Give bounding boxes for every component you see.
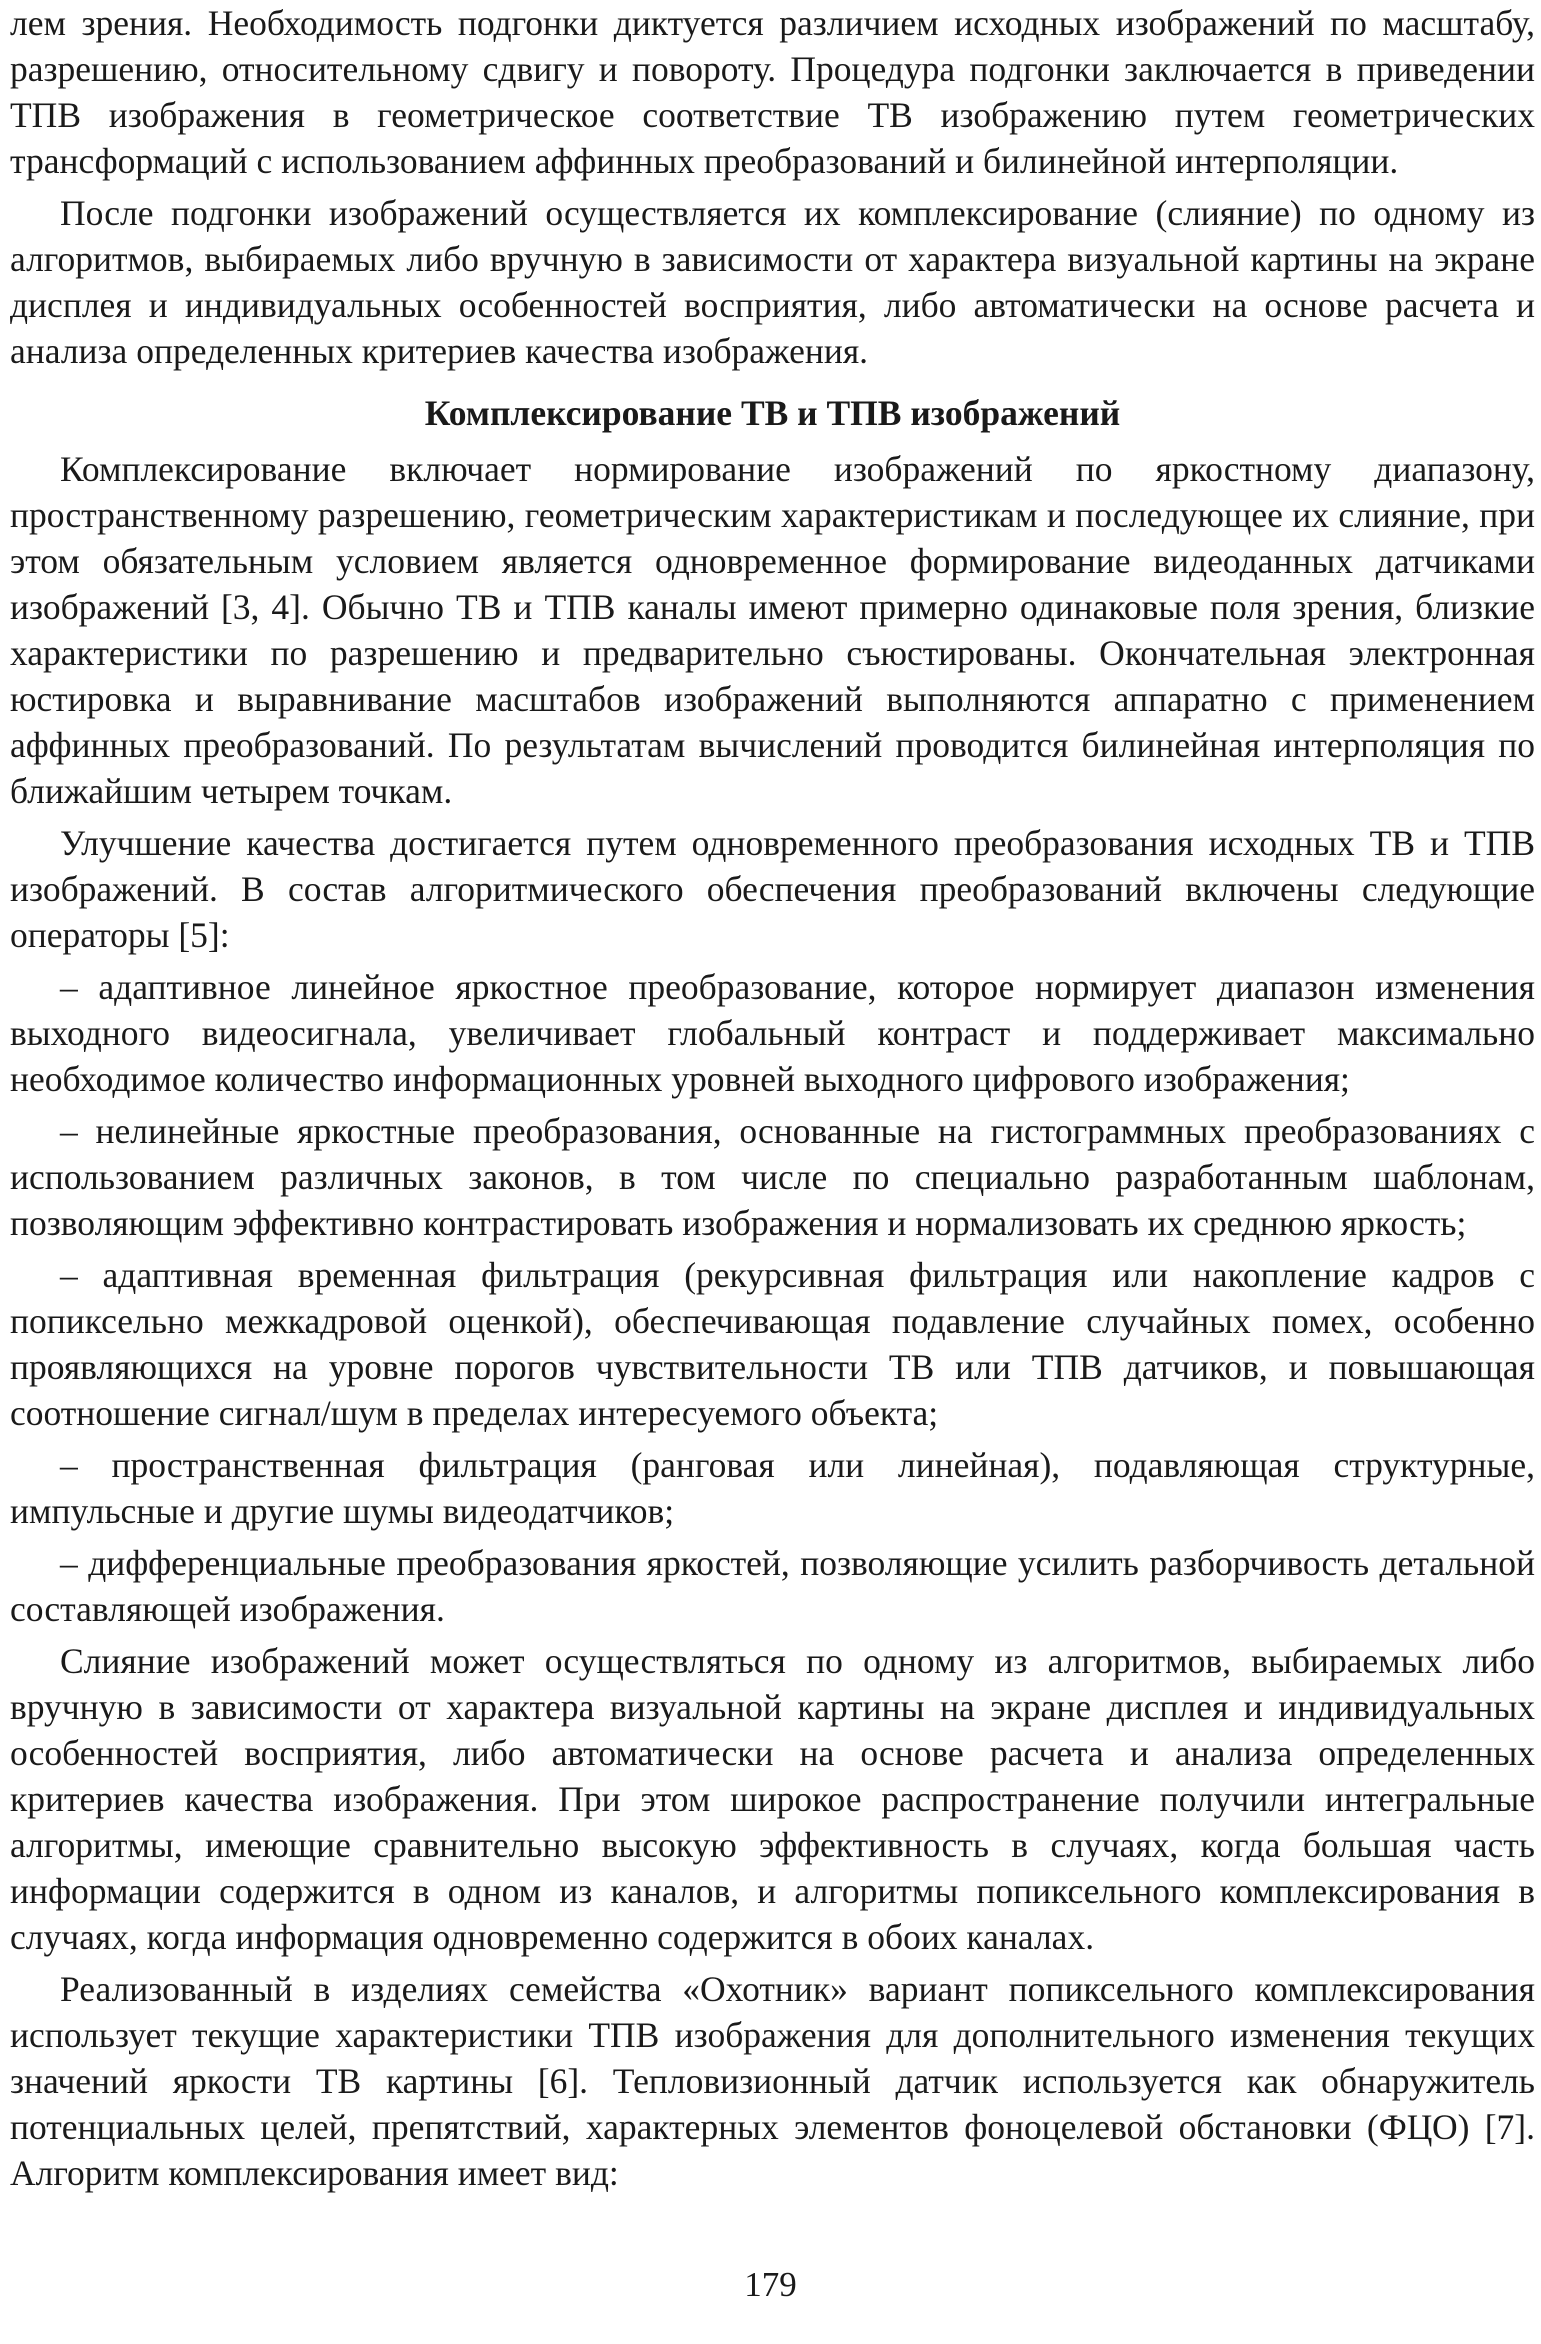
paragraph: лем зрения. Необходимость подгонки диктуется различием исходных изображений по масштабу, разрешению, относительному сдвигу и повороту. Процедура подгонки заключается в приведении ТПВ изображения в геометрическое соответствие ТВ изображению путем геометрических трансформаций с использованием аффинных преобразований и билинейной интерполяции. [10,3,1535,181]
list-item: – адаптивное линейное яркостное преобразование, которое нормирует диапазон изменения выходного видеосигнала, увеличивает глобальный контраст и поддерживает максимально необходимое количество информационных уровней выходного цифрового изображения; [10,967,1535,1099]
paragraph: Реализованный в изделиях семейства «Охотник» вариант попиксельного комплексирования использует текущие характеристики ТПВ изображения для дополнительного изменения текущих значений яркости ТВ картины [6]. Тепловизионный датчик используется как обнаружитель потенциальных целей, препятствий, характерных элементов фоноцелевой обстановки (ФЦО) [7]. Алгоритм комплексирования имеет вид: [10,1969,1535,2193]
paragraph: Улучшение качества достигается путем одновременного преобразования исходных ТВ и ТПВ изображений. В состав алгоритмического обеспечения преобразований включены следующие операторы [5]: [10,823,1535,955]
page-number: 179 [744,2265,797,2304]
list-item: – адаптивная временная фильтрация (рекурсивная фильтрация или накопление кадров с попиксельно межкадровой оценкой), обеспечивающая подавление случайных помех, особенно проявляющихся на уровне порогов чувствительности ТВ или ТПВ датчиков, и повышающая соотношение сигнал/шум в пределах интересуемого объекта; [10,1255,1535,1433]
paragraph: Слияние изображений может осуществляться по одному из алгоритмов, выбираемых либо вручную в зависимости от характера визуальной картины на экране дисплея и индивидуальных особенностей восприятия, либо автоматически на основе расчета и анализа определенных критериев качества изображения. При этом широкое распространение получили интегральные алгоритмы, имеющие сравнительно высокую эффективность в случаях, когда большая часть информации содержится в одном из каналов, и алгоритмы попиксельного комплексирования в случаях, когда информация одновременно содержится в обоих каналах. [10,1641,1535,1957]
list-item: – нелинейные яркостные преобразования, основанные на гистограммных преобразованиях с использованием различных законов, в том числе по специально разработанным шаблонам, позволяющим эффективно контрастировать изображения и нормализовать их среднюю яркость; [10,1111,1535,1243]
list-item: – дифференциальные преобразования яркостей, позволяющие усилить разборчивость детальной составляющей изображения. [10,1543,1535,1629]
paragraph: После подгонки изображений осуществляется их комплексирование (слияние) по одному из алгоритмов, выбираемых либо вручную в зависимости от характера визуальной картины на экране дисплея и индивидуальных особенностей восприятия, либо автоматически на основе расчета и анализа определенных критериев качества изображения. [10,193,1535,371]
list-item: – пространственная фильтрация (ранговая или линейная), подавляющая структурные, импульсные и другие шумы видеодатчиков; [10,1445,1535,1531]
section-heading: Комплексирование ТВ и ТПВ изображений [424,393,1121,433]
paragraph: Комплексирование включает нормирование изображений по яркостному диапазону, пространственному разрешению, геометрическим характеристикам и последующее их слияние, при этом обязательным условием является одновременное формирование видеоданных датчиками изображений [3, 4]. Обычно ТВ и ТПВ каналы имеют примерно одинаковые поля зрения, близкие характеристики по разрешению и предварительно съюстированы. Окончательная электронная юстировка и выравнивание масштабов изображений выполняются аппаратно с применением аффинных преобразований. По результатам вычислений проводится билинейная интерполяция по ближайшим четырем точкам. [10,449,1535,811]
page-body [10,0,1535,2202]
